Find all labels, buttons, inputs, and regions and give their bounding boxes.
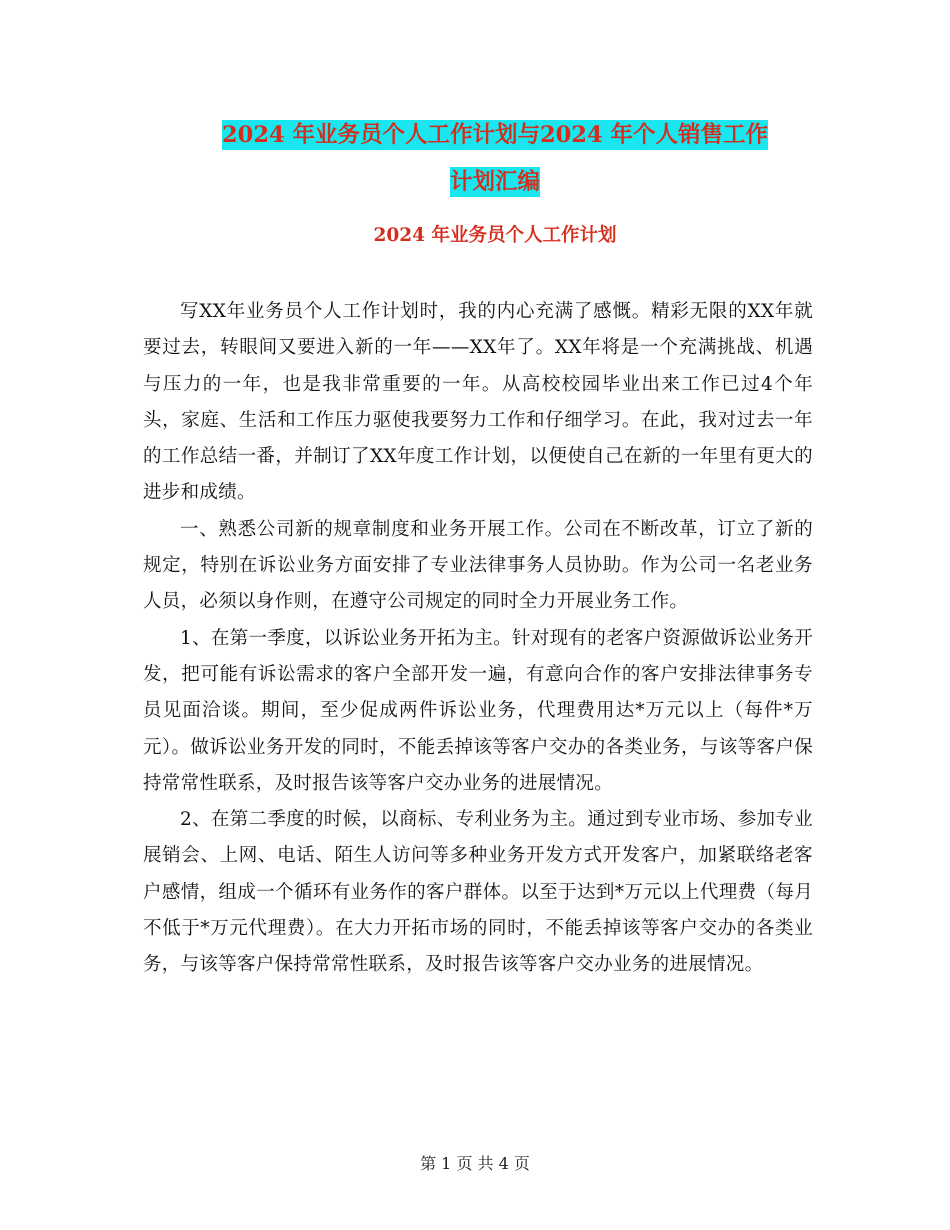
body-paragraph-q2-plan: 2、在第二季度的时候，以商标、专利业务为主。通过到专业市场、参加专业展销会、上网、电话、陌生人访问等多种业务开发方式开发客户，加紧联络老客户感情，组成一个循环有业务作的客户群体。以至于达到*万元以上代理费（每月不低于*万元代理费）。在大力开拓市场的同时，不能丢掉该等客户交办的各类业务，与该等客户保持常常性联系，及时报告该等客户交办业务的进展情况。 — [143, 809, 813, 976]
body-paragraph-section-1: 一、熟悉公司新的规章制度和业务开展工作。公司在不断改革，订立了新的规定，特别在诉讼业务方面安排了专业法律事务人员协助。作为公司一名老业务人员，必须以身作则，在遵守公司规定的同时全力开展业务工作。 — [143, 518, 813, 613]
page-number-footer: 第 1 页 共 4 页 — [420, 1154, 530, 1173]
document-title-line-1: 2024 年业务员个人工作计划与2024 年个人销售工作 — [222, 122, 768, 148]
document-title — [150, 112, 840, 206]
section-heading: 2024 年业务员个人工作计划 — [373, 225, 617, 246]
document-body — [143, 294, 813, 984]
body-paragraph-intro: 写XX年业务员个人工作计划时，我的内心充满了感慨。精彩无限的XX年就要过去，转眼间又要进入新的一年——XX年了。XX年将是一个充满挑战、机遇与压力的一年，也是我非常重要的一年。从高校校园毕业出来工作已过4个年头，家庭、生活和工作压力驱使我要努力工作和仔细学习。在此，我对过去一年的工作总结一番，并制订了XX年度工作计划，以便使自己在新的一年里有更大的进步和成绩。 — [143, 301, 813, 504]
body-paragraph-q1-plan: 1、在第一季度，以诉讼业务开拓为主。针对现有的老客户资源做诉讼业务开发，把可能有诉讼需求的客户全部开发一遍，有意向合作的客户安排法律事务专员见面洽谈。期间，至少促成两件诉讼业务，代理费用达*万元以上（每件*万元）。做诉讼业务开发的同时，不能丢掉该等客户交办的各类业务，与该等客户保持常常性联系，及时报告该等客户交办业务的进展情况。 — [143, 627, 813, 794]
document-title-line-2: 计划汇编 — [449, 169, 540, 195]
